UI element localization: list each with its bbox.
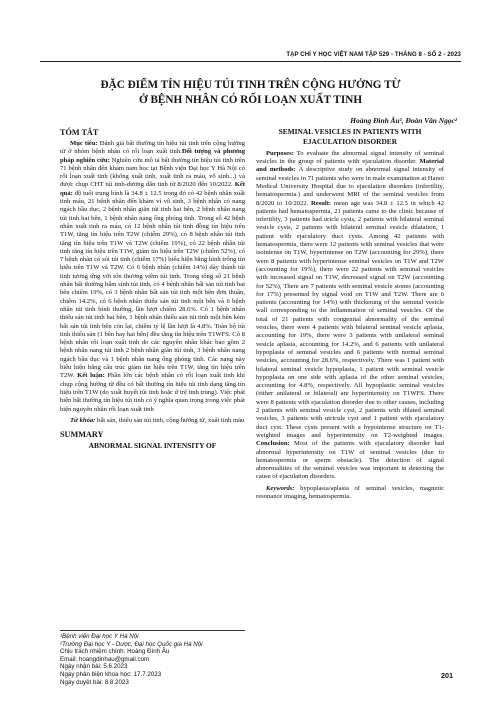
summary-subheading: ABNORMAL SIGNAL INTENSITY OF — [88, 441, 217, 451]
methods-text: Nghiên cứu mô tả bất thường tín hiệu túi tinh trên 71 bệnh nhân đến khám nam học tại Bệnh viện Đại học Y Hà Nội có rối loạn xuất tinh (không xuất tinh, xuất tinh ra máu, vô sinh...) và được chụp CHT túi tinh-dương dẫn tinh từ 8/2020 đến 10/2022. — [60, 156, 245, 189]
vietnamese-abstract-column — [60, 128, 245, 453]
en-abstract-body — [256, 150, 444, 482]
result-text: mean age was 34.8 ± 12.5 in which 42 patients had hematospermia, 21 patients came to the clinic because of infertility, 3 patients had uricle cysts, 2 patients with bilateral seminal vesicle cysts, 2 patients with bilateral seminal vesicle dilatation, 1 patient with ejaculatory duct cysts. Among 42 patients with hematospermia, there were 12 patients with seminal vesicles that were isointense on T1W, hyperintense on T2W (accounting for 29%), there were 8 patients with hyperintense seminal vesicles on T1W and T2W (accounting for 19%), there were 22 patients with seminal vesicles with increased signal on T1W, decreased signal on T2W (accounting for 52%), There are 7 patients with seminal vesicle stones (accounting for 17%) presented by signal void on T1W and T2W. There are 6 patients (accounting for 14%) with thickening of the seminal vesicle wall corresponding to the inflammation of seminal vesicles. Of the total of 21 patients with congenital abnormality of the seminal vesicles, there were 4 patients with bilateral seminal vesicle aplasia, accounting for 19%, there were 3 patients with unilateral seminal vesicle aplasia, accounting for 14.2%, and 6 patients with unilateral hypoplasia of seminal vesicles and 6 patients with normal seminal vesicles, accounting for 28.6%, respectively. There was 1 patient with bilateral seminal vesicle hypoplasia, 1 patient with seminal vesicle hypoplasia on one side with aplasia of the other seminal vesicles, accounting for 4.8%, respectively. All hypoplastic seminal vesicles (either unilateral or bilateral) are hyperintensity on T1WFS. There were 8 patients with ejaculation disorder due to other causes, including 2 patients with seminal vesicle cyst, 2 patients with dilated seminal vesicles, 3 patients with utricule cyst and 1 patient with ejaculatory duct cyst. These cysts present with a hypointense structure on T1-weighted images and hyperintensity on T2-weighted images. — [256, 199, 444, 439]
objective-label: Mục tiêu: — [70, 140, 98, 147]
english-abstract-column — [256, 128, 444, 501]
journal-header: TẠP CHÍ Y HỌC VIỆT NAM TẬP 529 - THÁNG 8 - SỐ 2 - 2023 — [286, 52, 461, 58]
keywords-text-vi: bất sản, thiểu sản túi tinh, cộng hưởng từ, xuất tinh máu — [95, 416, 245, 424]
material-text: A descriptive study on abnormal signal intensity of seminal vesicles in 71 patients who were in male examination at Hanoi Medical University Hospital due to ejaculation disorders (infertility, hematospermia.) and underwent MRI of the seminal vesicles from 8/2020 to 10/2022. — [256, 166, 444, 207]
keywords-label-vi: Từ khóa: — [70, 416, 96, 424]
affiliation-2: ²Trường Đại học Y - Dược, Đại học Quốc gia Hà Nội — [60, 640, 203, 648]
material-label: Material and methods: — [256, 158, 445, 174]
conclusion-text-en: Most of the patients with ejaculatory disorder had abnormal hyperintensity on T1W of seminal vesicles (due to hematospermia or sperm obstacle). The detection of signal abnormalities of the seminal vesicles was important in detecting the cause of ejaculation disorders. — [256, 440, 444, 481]
title-line-1: ĐẶC ĐIỂM TÍN HIỆU TÚI TINH TRÊN CỘNG HƯỞNG TỪ — [100, 79, 401, 91]
accepted-date: Ngày duyệt bài: 8.8.2023 — [60, 678, 129, 686]
keywords-label-en: Keywords: — [266, 484, 295, 492]
english-title-line-2: EJACULATION DISORDER — [302, 137, 398, 147]
email: Email: hoangdinhau@gmail.com — [60, 655, 150, 663]
english-title-line-1: SEMINAL VESICLES IN PATIENTS WITH — [278, 127, 422, 136]
corresponding-author: Chịu trách nhiệm chính: Hoàng Đình Âu — [60, 648, 170, 656]
purposes-label: Purposes: — [266, 149, 294, 157]
result-label: Result: — [310, 199, 332, 207]
keywords-text-en: hypoplasia/aplasia of seminal vesicles, magnetic resonance imaging, hematospermia. — [256, 484, 444, 500]
en-keywords — [256, 485, 444, 502]
received-date: Ngày nhận bài: 5.6.2023 — [60, 663, 128, 671]
title-line-2: Ở BỆNH NHÂN CÓ RỐI LOẠN XUẤT TINH — [138, 94, 363, 106]
results-text: độ tuổi trung bình là 34.8 ± 12.5 trong đó có 42 bệnh nhân xuất tinh máu, 21 bệnh nhân đến khám vì vô sinh, 3 bệnh nhân có nang ngách bầu dục, 2 bệnh nhân giãn túi tinh hai bên, 2 bệnh nhân nang túi tinh hai bên, 1 bệnh nhân nang ống phóng tinh. Trong số 42 bệnh nhân xuất tinh ra máu, có 12 bệnh nhân túi tinh đồng tín hiệu trên T1W, tăng tín hiệu trên T2W (chiếm 29%), có 8 bệnh nhân túi tinh tăng tín hiệu trên T1W và T2W (chiếm 19%), có 22 bệnh nhân túi tinh tăng tín hiệu trên T1W, giảm tín hiệu trên T2W (chiếm 52%), có 7 bệnh nhân có sỏi túi tinh (chiếm 17%) biểu hiện bằng hình trống tín hiệu trên T1W và T2W. Có 6 bệnh nhân (chiếm 14%) dày thành túi tinh tương ứng với tổn thương viêm túi tinh. Trong tổng số 21 bệnh nhân bất thường bẩm sinh túi tinh, có 4 bệnh nhân bất sản túi tinh hai bên chiếm 19%, có 3 bệnh nhân bất sản túi tinh một bên đơn thuần, chiếm 14.2%, có 6 bệnh nhân thiểu sản túi tinh một bên và 6 bệnh nhân túi tinh bình thường, lần lượt chiếm 28.6%. Có 1 bệnh nhân thiểu sản túi tinh hai bên, 1 bệnh nhân thiểu sản túi tinh một bên kèm bất sản túi tinh bên còn lại, chiếm tỷ lệ lần lượt là 4.8%. Toàn bộ túi tinh thiểu sản (1 bên hay hai bên) đều tăng tín hiệu trên T1WFS. Có 8 bệnh nhân rối loạn xuất tinh do các nguyên nhân khác bao gồm 2 bệnh nhân nang túi tinh 2 bệnh nhân giãn túi tinh, 3 bệnh nhân nang ngách bầu dục và 1 bệnh nhân nang ống phóng tinh. Các nang này biểu hiện bằng cấu trúc giảm tín hiệu trên T1W, tăng tín hiệu trên T2W. — [60, 189, 245, 380]
conclusion-label-en: Conclusion: — [256, 440, 290, 448]
abstract-heading-vi: TÓM TẮT — [60, 128, 99, 137]
methods-label: Đối tượng và phương pháp nghiên cứu: — [60, 148, 246, 164]
results-label: Kết quả: — [60, 181, 245, 197]
objective-text: Đánh giá bất thường tín hiệu túi tinh trên cộng hưởng từ ở nhóm bệnh nhân có rối loạn xuất tinh. — [60, 140, 245, 156]
article-title — [40, 78, 461, 108]
summary-heading: SUMMARY — [60, 430, 104, 440]
header-divider — [40, 61, 461, 62]
footnotes — [60, 630, 245, 686]
page-number: 201 — [441, 671, 453, 680]
authors: Hoàng Đình Âu¹, Đoàn Văn Ngọc² — [350, 116, 457, 125]
vi-keywords — [60, 417, 245, 425]
review-date: Ngày phản biện khoa học: 17.7.2023 — [60, 670, 162, 678]
vi-abstract-body — [60, 140, 245, 414]
affiliation-1: ¹Bệnh viện Đại học Y Hà Nội — [60, 633, 139, 640]
conclusion-label-vi: Kết luận: — [77, 372, 105, 380]
conclusion-text-vi: Phần lớn các bệnh nhân có rối loạn xuất tinh khi chụp cộng hưởng từ đều có bất thường tín hiệu túi tinh dạng tăng tín hiệu trên T1W (do xuất huyết túi tinh hoặc ứ trệ tinh trùng). Việc phát hiện bất thường tín hiệu túi tinh có ý nghĩa quan trọng trong việc phát hiện nguyên nhân rối loạn xuất tinh — [60, 372, 245, 413]
purposes-text: To evaluate the abnormal signal intensity of seminal vesicles in the group of patients with ejaculation disorder. — [256, 149, 444, 166]
